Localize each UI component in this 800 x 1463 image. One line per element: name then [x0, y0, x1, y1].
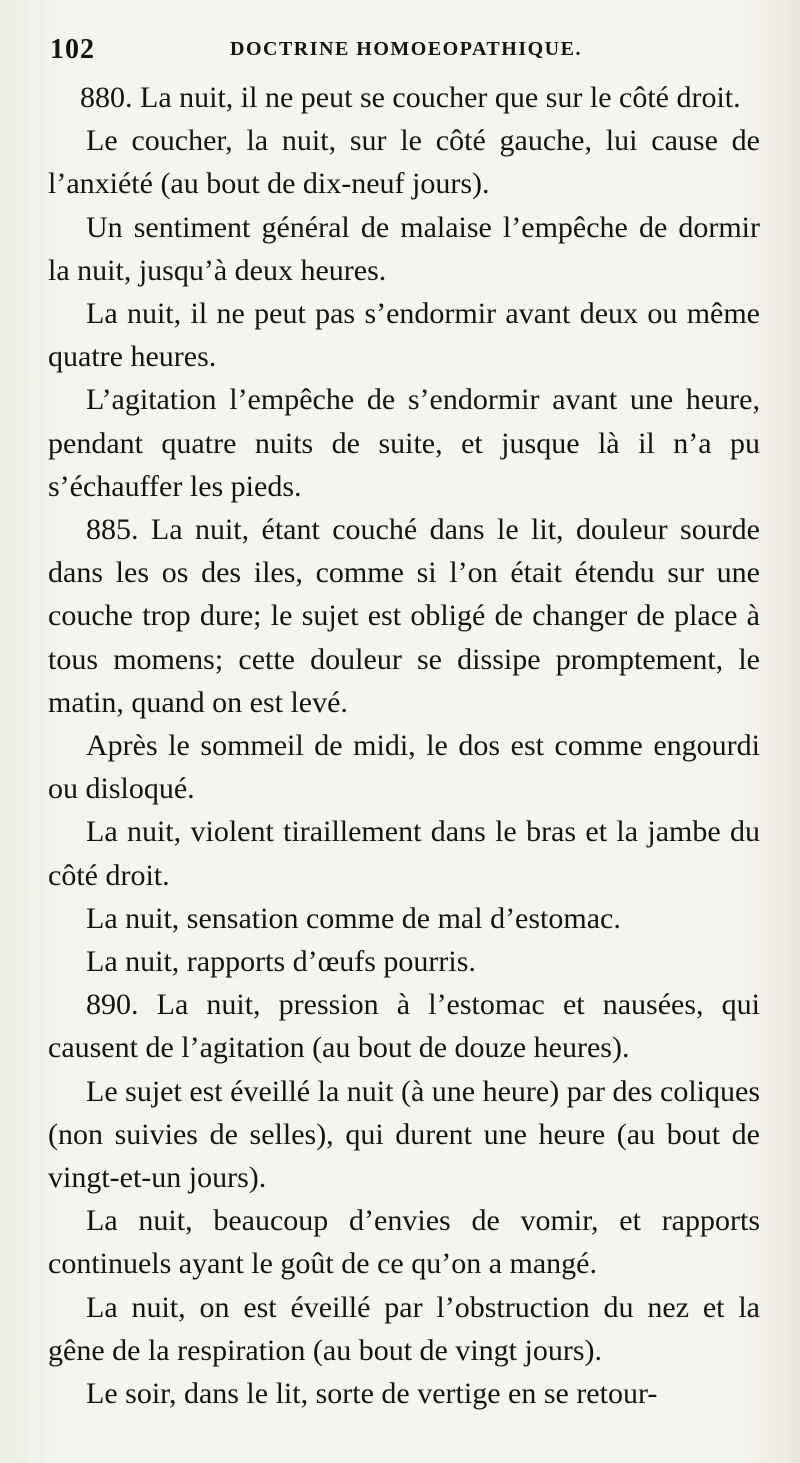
paragraph: La nuit, rapports d’œufs pourris. — [86, 945, 476, 979]
running-title: DOCTRINE HOMOEOPATHIQUE. — [230, 38, 582, 60]
paragraph: La nuit, on est éveillé par l’obstruction du nez et la gêne de la respiration (au bout de vingt jours). — [48, 1290, 760, 1367]
paragraph-880: 880. La nuit, il ne peut se coucher que sur le côté droit. — [80, 81, 741, 114]
body-text — [48, 76, 760, 1415]
paragraph: Le coucher, la nuit, sur le côté gauche, lui cause de l’anxiété (au bout de dix-neuf jours). — [48, 124, 760, 201]
paragraph: La nuit, beaucoup d’envies de vomir, et rapports continuels ayant le goût de ce qu’on a mangé. — [48, 1204, 760, 1281]
paragraph: La nuit, violent tiraillement dans le bras et la jambe du côté droit. — [48, 815, 760, 892]
page-header — [50, 34, 770, 70]
paragraph: La nuit, sensation comme de mal d’estomac. — [86, 901, 621, 935]
paragraph: La nuit, il ne peut pas s’endormir avant deux ou même quatre heures. — [48, 297, 760, 374]
paragraph: Après le sommeil de midi, le dos est comme engourdi ou disloqué. — [48, 729, 760, 806]
page-number: 102 — [50, 34, 95, 65]
paragraph-885: 885. La nuit, étant couché dans le lit, douleur sourde dans les os des iles, comme si l’on était étendu sur une couche trop dure; le sujet est obligé de changer de place à tous momens; cette douleur se dissipe promptement, le matin, quand on est levé. — [48, 513, 760, 719]
paragraph: Le soir, dans le lit, sorte de vertige en se retour- — [86, 1377, 658, 1411]
paragraph: Le sujet est éveillé la nuit (à une heure) par des coliques (non suivies de selles), qui durent une heure (au bout de vingt-et-un jours). — [48, 1074, 760, 1195]
paragraph-890: 890. La nuit, pression à l’estomac et nausées, qui causent de l’agitation (au bout de douze heures). — [48, 988, 760, 1065]
paragraph: Un sentiment général de malaise l’empêche de dormir la nuit, jusqu’à deux heures. — [48, 210, 760, 287]
paragraph: L’agitation l’empêche de s’endormir avant une heure, pendant quatre nuits de suite, et jusque là il n’a pu s’échauffer les pieds. — [48, 383, 760, 503]
